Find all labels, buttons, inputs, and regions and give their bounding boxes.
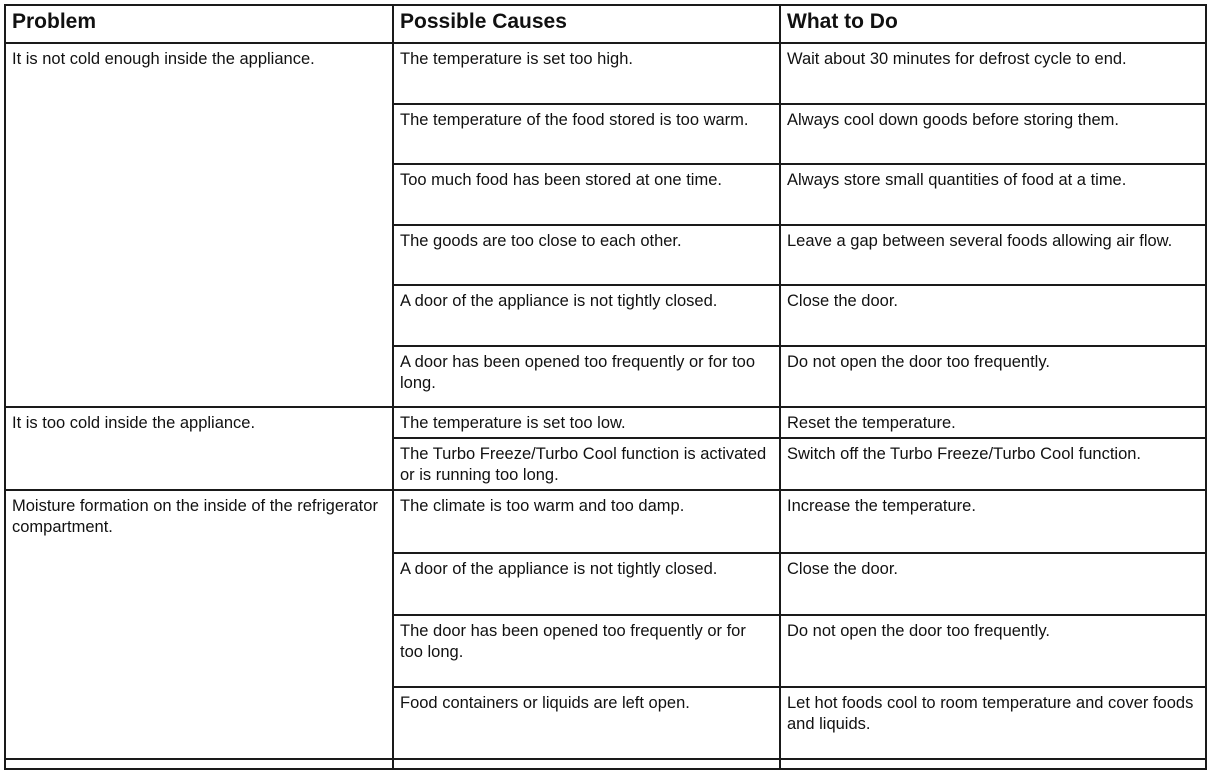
problem-cell: It is not cold enough inside the appliance. [5,43,393,407]
cause-cell: The Turbo Freeze/Turbo Cool function is activated or is running too long. [393,438,780,490]
action-cell-empty [780,759,1206,769]
action-cell: Do not open the door too frequently. [780,346,1206,407]
action-cell: Switch off the Turbo Freeze/Turbo Cool function. [780,438,1206,490]
action-cell: Wait about 30 minutes for defrost cycle to end. [780,43,1206,104]
cause-cell: The goods are too close to each other. [393,225,780,285]
cause-cell-empty [393,759,780,769]
cause-cell: The temperature is set too high. [393,43,780,104]
cause-cell: The climate is too warm and too damp. [393,490,780,553]
table-row [5,43,1206,104]
problem-cell: It is too cold inside the appliance. [5,407,393,490]
cause-cell: A door has been opened too frequently or for too long. [393,346,780,407]
cause-cell: A door of the appliance is not tightly closed. [393,285,780,346]
header-possible-causes: Possible Causes [393,5,780,43]
table-row [5,490,1206,553]
problem-cell-empty [5,759,393,769]
cause-cell: The temperature of the food stored is too warm. [393,104,780,164]
table-row-cut-off [5,759,1206,769]
cause-cell: Food containers or liquids are left open. [393,687,780,759]
action-cell: Always store small quantities of food at a time. [780,164,1206,225]
cause-cell: A door of the appliance is not tightly closed. [393,553,780,615]
header-row [5,5,1206,43]
header-what-to-do: What to Do [780,5,1206,43]
problem-cell: Moisture formation on the inside of the refrigerator compartment. [5,490,393,759]
action-cell: Do not open the door too frequently. [780,615,1206,687]
action-cell: Close the door. [780,553,1206,615]
action-cell: Always cool down goods before storing them. [780,104,1206,164]
action-cell: Reset the temperature. [780,407,1206,438]
troubleshooting-table [4,4,1207,770]
action-cell: Let hot foods cool to room temperature and cover foods and liquids. [780,687,1206,759]
header-problem: Problem [5,5,393,43]
action-cell: Leave a gap between several foods allowing air flow. [780,225,1206,285]
action-cell: Close the door. [780,285,1206,346]
cause-cell: Too much food has been stored at one time. [393,164,780,225]
cause-cell: The door has been opened too frequently or for too long. [393,615,780,687]
table-row [5,407,1206,438]
action-cell: Increase the temperature. [780,490,1206,553]
cause-cell: The temperature is set too low. [393,407,780,438]
